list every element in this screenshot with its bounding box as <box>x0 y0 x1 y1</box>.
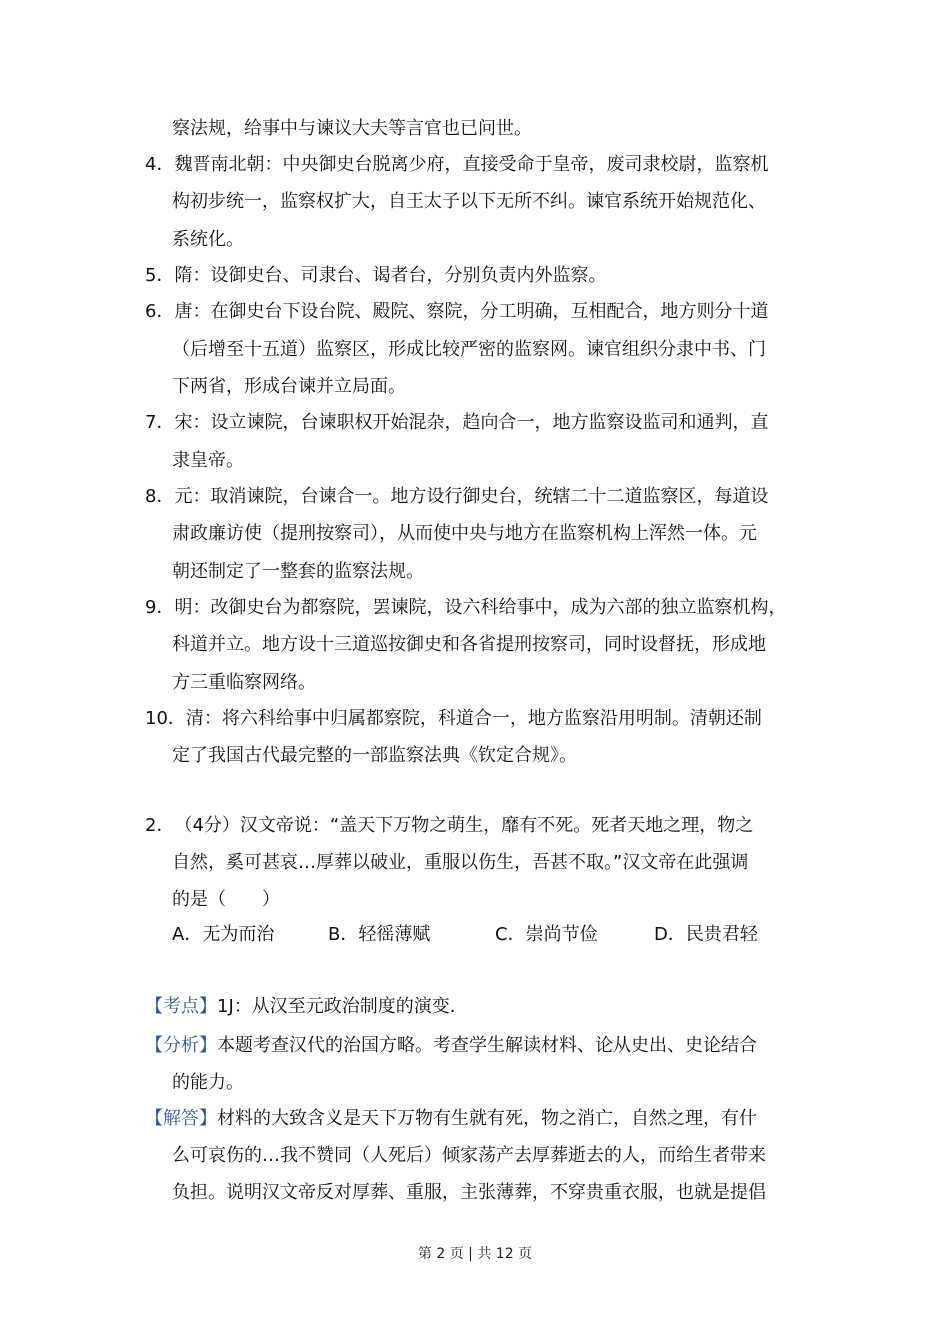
question-number: 2． <box>145 815 175 836</box>
fenxi-text: 的能力。 <box>172 1072 244 1093</box>
item-text: 构初步统一，监察权扩大，自王太子以下无所不纠。谏官系统开始规范化、 <box>172 191 766 212</box>
option-c[interactable]: C．崇尚节俭 <box>495 924 598 945</box>
item-text: 元：取消谏院，台谏合一。地方设行御史台，统辖二十二道监察区，每道设 <box>174 486 769 507</box>
fenxi-section <box>145 1034 757 1058</box>
jieda-text: 负担。说明汉文帝反对厚葬、重服，主张薄葬，不穿贵重衣服，也就是提倡 <box>172 1182 766 1203</box>
item-text: 明：改御史台为都察院，罢谏院，设六科给事中，成为六部的独立监察机构， <box>174 597 787 618</box>
item-text: 肃政廉访使（提刑按察司），从而使中央与地方在监察机构上浑然一体。元 <box>172 523 757 544</box>
item-text: 下两省，形成台谏并立局面。 <box>172 376 406 397</box>
page-footer: 第 2 页 | 共 12 页 <box>417 1246 533 1262</box>
question-text: 自然，奚可甚哀…厚葬以破业，重服以伤生，吾甚不取。”汉文帝在此强调 <box>172 852 749 873</box>
jieda-section <box>145 1107 757 1131</box>
history-item-6 <box>145 300 768 324</box>
kaodian-tag: 【考点】 <box>145 996 217 1017</box>
item-number: 10． <box>145 708 186 729</box>
history-item-4 <box>145 153 768 177</box>
item-text: 隋：设御史台、司隶台、谒者台，分别负责内外监察。 <box>174 265 607 286</box>
item-number: 9． <box>145 597 175 618</box>
item-text: 隶皇帝。 <box>172 450 244 471</box>
item-text: 定了我国古代最完整的一部监察法典《钦定合规》。 <box>172 745 577 766</box>
history-item-8 <box>145 485 768 509</box>
jieda-text: 材料的大致含义是天下万物有生就有死，物之消亡，自然之理，有什 <box>217 1108 757 1129</box>
jieda-text: 么可哀伤的…我不赞同（人死后）倾家荡产去厚葬逝去的人，而给生者带来 <box>172 1145 766 1166</box>
item-text: 唐：在御史台下设台院、殿院、察院，分工明确，互相配合，地方则分十道 <box>174 301 769 322</box>
item-number: 5． <box>145 265 175 286</box>
item-text: 科道并立。地方设十三道巡按御史和各省提刑按察司，同时设督抚，形成地 <box>172 634 766 655</box>
option-b[interactable]: B．轻徭薄赋 <box>328 924 431 945</box>
item-number: 8． <box>145 486 175 507</box>
intro-tail-line: 察法规，给事中与谏议大夫等言官也已问世。 <box>172 118 532 139</box>
history-item-5 <box>145 264 606 288</box>
item-text: 系统化。 <box>172 229 244 250</box>
item-text: 魏晋南北朝：中央御史台脱离少府，直接受命于皇帝，废司隶校尉，监察机 <box>174 154 769 175</box>
jieda-tag: 【解答】 <box>145 1108 217 1129</box>
item-text: 朝还制定了一整套的监察法规。 <box>172 561 424 582</box>
option-a[interactable]: A．无为而治 <box>172 924 275 945</box>
item-text: （后增至十五道）监察区，形成比较严密的监察网。谏官组织分隶中书、门 <box>172 339 766 360</box>
question-stem <box>145 814 753 838</box>
option-d[interactable]: D．民贵君轻 <box>654 924 758 945</box>
kaodian-text: 1J：从汉至元政治制度的演变. <box>217 996 456 1017</box>
history-item-9 <box>145 596 786 620</box>
item-text: 方三重临察网络。 <box>172 672 316 693</box>
question-text: 的是（ ） <box>172 889 280 910</box>
history-item-7 <box>145 411 768 435</box>
item-number: 4． <box>145 154 175 175</box>
question-text: （4分）汉文帝说：“盖天下万物之萌生，靡有不死。死者天地之理，物之 <box>174 815 754 836</box>
fenxi-tag: 【分析】 <box>145 1035 217 1056</box>
item-number: 6． <box>145 301 175 322</box>
item-text: 清：将六科给事中归属都察院，科道合一，地方监察沿用明制。清朝还制 <box>185 708 762 729</box>
kaodian-section <box>145 995 455 1019</box>
fenxi-text: 本题考查汉代的治国方略。考查学生解读材料、论从史出、史论结合 <box>217 1035 757 1056</box>
history-item-10 <box>145 707 762 731</box>
item-text: 宋：设立谏院，台谏职权开始混杂，趋向合一，地方监察设监司和通判，直 <box>174 412 769 433</box>
item-number: 7． <box>145 412 175 433</box>
